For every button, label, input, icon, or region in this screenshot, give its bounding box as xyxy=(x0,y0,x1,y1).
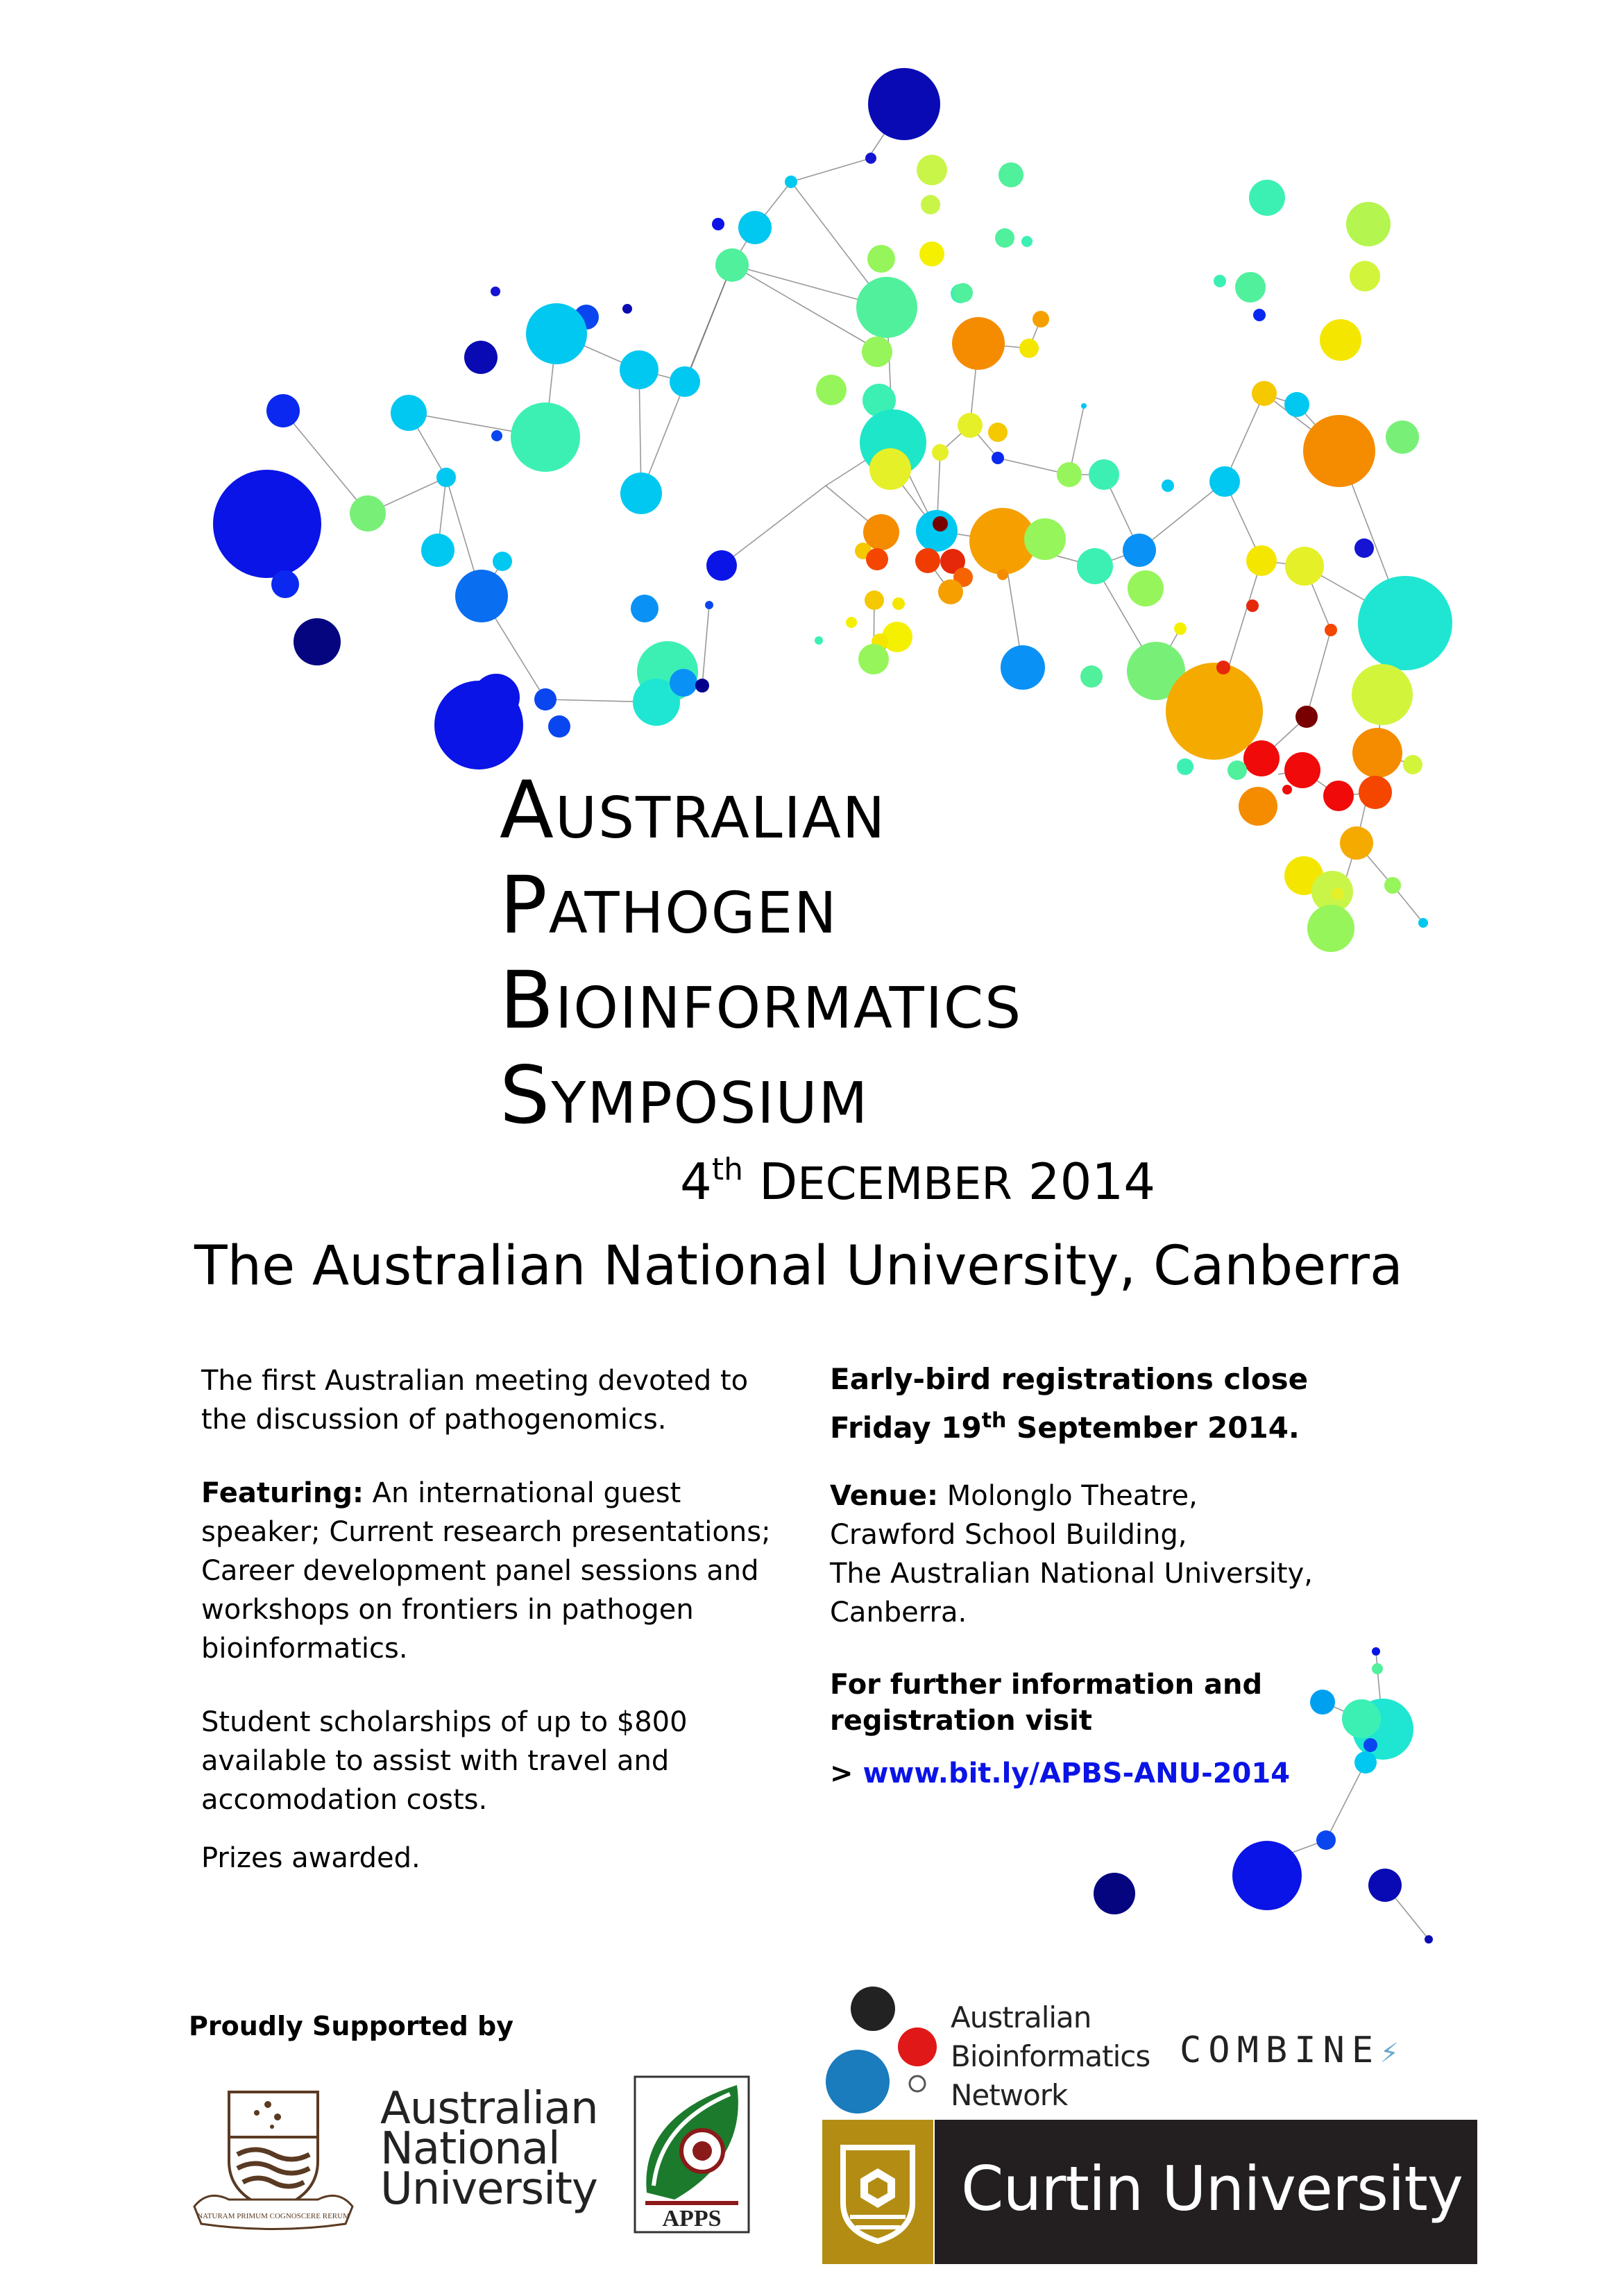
network-node xyxy=(266,394,300,427)
network-node xyxy=(1350,261,1380,291)
network-node xyxy=(1425,1935,1433,1944)
title-line-1: AUSTRALIAN xyxy=(500,764,887,856)
network-node xyxy=(1024,518,1066,560)
earlybird-notice: Early-bird registrations close Friday 19th September 2014. xyxy=(830,1362,1309,1445)
network-node xyxy=(511,402,580,472)
info-heading: For further information and registration visit xyxy=(830,1669,1263,1737)
network-edge xyxy=(1277,1840,1326,1858)
network-node xyxy=(917,155,947,185)
network-node xyxy=(1282,785,1292,794)
network-node xyxy=(464,341,498,374)
title-line-3: BIOINFORMATICS xyxy=(500,954,1023,1046)
network-node xyxy=(892,597,905,610)
network-node xyxy=(670,669,697,697)
network-node xyxy=(436,468,456,487)
network-edge xyxy=(1307,630,1331,717)
network-node xyxy=(1352,664,1413,725)
network-node xyxy=(1332,887,1344,900)
network-node xyxy=(1323,781,1354,811)
network-node xyxy=(1021,236,1033,247)
network-node xyxy=(493,552,512,571)
network-node xyxy=(491,287,500,296)
network-edge xyxy=(702,605,709,686)
network-node xyxy=(1359,776,1392,809)
registration-link-line: > www.bit.ly/APBS-ANU-2014 xyxy=(830,1758,1291,1789)
symposium-title xyxy=(500,764,1023,1147)
network-node xyxy=(953,283,973,303)
network-node xyxy=(1166,663,1263,760)
network-node xyxy=(1325,624,1337,636)
network-node xyxy=(548,715,570,738)
network-node xyxy=(785,176,797,188)
network-node xyxy=(706,550,737,581)
network-node xyxy=(995,228,1014,248)
apps-logo xyxy=(633,2075,751,2234)
event-location: The Australian National University, Canberra xyxy=(194,1235,1403,1298)
intro-text: The first Australian meeting devoted to the discussion of pathogenomics. xyxy=(201,1365,749,1436)
network-node xyxy=(1232,1841,1302,1910)
registration-link[interactable]: www.bit.ly/APBS-ANU-2014 xyxy=(863,1758,1291,1789)
network-node xyxy=(919,241,944,266)
network-node xyxy=(620,473,662,514)
network-node xyxy=(869,448,911,490)
network-node xyxy=(1320,319,1361,361)
network-node xyxy=(1249,180,1285,216)
network-node xyxy=(1295,706,1318,728)
abn-wordmark: Australian Bioinformatics Network xyxy=(951,2000,1150,2112)
combine-mark-icon: ⚡ xyxy=(1380,2034,1399,2070)
network-node xyxy=(1081,403,1087,409)
network-node xyxy=(1033,311,1049,328)
network-node xyxy=(1340,826,1373,860)
network-node xyxy=(1386,420,1419,454)
network-node xyxy=(455,570,508,622)
network-node xyxy=(1094,1873,1135,1914)
network-node xyxy=(999,162,1023,187)
anu-motto: NATURAM PRIMUM COGNOSCERE RERUM xyxy=(197,2212,350,2220)
network-node xyxy=(421,534,454,567)
network-node xyxy=(868,68,940,140)
network-node xyxy=(712,218,724,230)
network-node xyxy=(1285,547,1324,586)
featuring-text: Featuring: An international guest speaker; Current research presentations; Career development panel sessions and workshops on frontiers in pathogen bioinformatics. xyxy=(201,1477,771,1665)
network-node xyxy=(1418,918,1428,928)
network-node xyxy=(815,636,823,645)
network-node xyxy=(434,681,523,769)
network-node xyxy=(997,569,1008,580)
network-node xyxy=(1243,740,1280,776)
network-node xyxy=(620,350,658,389)
network-node xyxy=(1284,392,1309,417)
network-node xyxy=(1358,576,1452,670)
network-node xyxy=(491,430,502,441)
network-node xyxy=(1252,381,1277,406)
network-node xyxy=(1246,545,1277,576)
network-node xyxy=(1123,534,1156,567)
network-node xyxy=(350,495,386,532)
network-node xyxy=(933,516,948,532)
network-node xyxy=(1019,339,1039,358)
network-node xyxy=(670,366,700,397)
network-edge xyxy=(1267,1858,1277,1876)
network-node xyxy=(705,601,713,609)
scholarships-text: Student scholarships of up to $800 available to assist with travel and accomodation costs. xyxy=(201,1706,688,1816)
network-node xyxy=(1384,877,1401,894)
network-node xyxy=(1403,755,1422,774)
network-node xyxy=(1177,758,1193,775)
network-node xyxy=(921,195,940,214)
network-node xyxy=(1089,459,1119,490)
network-node xyxy=(738,211,772,244)
sponsors-heading: Proudly Supported by xyxy=(189,2011,513,2041)
abn-logo-icon xyxy=(819,1981,944,2120)
network-node xyxy=(526,303,587,364)
network-node xyxy=(1128,570,1164,606)
network-node xyxy=(213,470,321,578)
network-node xyxy=(1246,599,1259,612)
network-node xyxy=(1284,752,1320,788)
network-node xyxy=(631,595,658,622)
network-node xyxy=(992,452,1004,464)
curtin-wordmark: Curtin University xyxy=(961,2153,1463,2225)
network-node xyxy=(858,644,889,674)
event-date: 4th DECEMBER 2014 xyxy=(680,1152,1156,1211)
network-node xyxy=(862,337,892,367)
network-node xyxy=(1162,479,1174,492)
curtin-crest-icon xyxy=(822,2120,933,2264)
network-node xyxy=(916,510,958,552)
network-node xyxy=(866,548,888,570)
network-node xyxy=(1227,760,1247,780)
network-node xyxy=(1235,272,1266,303)
network-node xyxy=(271,570,299,598)
network-node xyxy=(932,444,949,461)
network-node xyxy=(958,413,983,438)
network-node xyxy=(391,395,427,431)
network-node xyxy=(938,579,963,604)
network-node xyxy=(1316,1830,1336,1850)
network-node xyxy=(1239,787,1277,826)
network-node xyxy=(1368,1869,1402,1902)
network-node xyxy=(1174,622,1187,635)
network-node xyxy=(715,248,749,282)
network-node xyxy=(952,317,1005,370)
network-node xyxy=(1216,661,1230,674)
network-node xyxy=(1307,905,1354,952)
network-node xyxy=(1352,728,1402,778)
network-node xyxy=(867,245,895,273)
network-node xyxy=(1057,462,1082,487)
network-node xyxy=(1214,275,1226,287)
network-node xyxy=(865,590,884,610)
network-node xyxy=(988,423,1008,442)
network-node xyxy=(915,548,940,573)
network-edge xyxy=(722,486,826,566)
network-node xyxy=(1263,1844,1291,1872)
network-node xyxy=(1001,645,1045,690)
network-node xyxy=(534,688,556,711)
network-node xyxy=(856,277,917,338)
network-edge xyxy=(791,158,871,182)
network-node xyxy=(1303,415,1375,487)
combine-logo: COMBINE⚡ xyxy=(1180,2030,1399,2071)
apps-label: APPS xyxy=(662,2206,722,2231)
network-edge xyxy=(685,265,732,382)
curtin-university-logo xyxy=(822,2120,1477,2264)
title-line-4: SYMPOSIUM xyxy=(500,1049,869,1141)
anu-crest-logo xyxy=(187,2085,359,2234)
network-node xyxy=(622,304,632,314)
network-node xyxy=(695,679,709,692)
venue-details: Venue: Molonglo Theatre, Crawford School Building, The Australian National University, Canberra. xyxy=(830,1480,1313,1629)
network-node xyxy=(1354,538,1374,558)
right-column xyxy=(830,1359,1399,1828)
anu-wordmark: Australian National University xyxy=(380,2083,598,2215)
network-node xyxy=(816,375,847,405)
network-node xyxy=(1253,309,1266,321)
network-node xyxy=(294,618,341,665)
network-node xyxy=(1209,466,1240,497)
left-column xyxy=(201,1361,798,1912)
network-edge xyxy=(1385,1885,1429,1939)
title-line-2: PATHOGEN xyxy=(500,859,838,951)
network-node xyxy=(1346,202,1391,246)
network-node xyxy=(1080,665,1103,688)
prizes-text: Prizes awarded. xyxy=(201,1842,420,1874)
network-node xyxy=(865,153,876,164)
network-node xyxy=(846,617,857,628)
network-node xyxy=(1077,548,1113,584)
